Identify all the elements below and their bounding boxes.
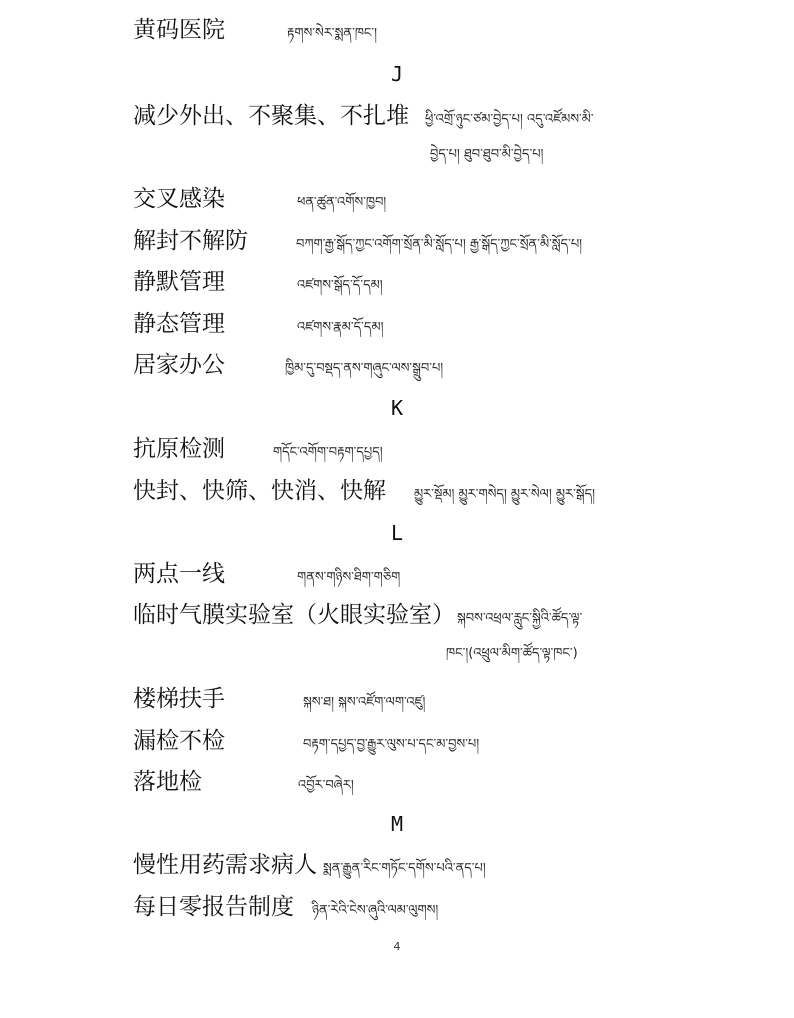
entry-chinese: 慢性用药需求病人 — [133, 852, 317, 878]
entry-tibetan: ཁྱིམ་དུ་བསྡད་ནས་གཞུང་ལས་སྒྲུབ་པ། — [285, 361, 444, 376]
entry-tibetan: ཉིན་རེའི་ངེས་ཞུའི་ལམ་ལུགས། — [312, 903, 439, 918]
entry-tibetan: འཛགས་རྣམ་དོ་དམ། — [297, 320, 384, 335]
entry-chinese: 两点一线 — [133, 561, 225, 587]
entry-chinese: 交叉感染 — [133, 186, 225, 212]
entry-tibetan: འབྱོར་བཞེར། — [298, 778, 354, 793]
entry-tibetan: སྨན་རྒྱུན་རིང་གཏོང་དགོས་པའི་ནད་པ། — [323, 861, 486, 876]
entry-antigen-test — [133, 435, 383, 463]
entry-chinese: 解封不解防 — [133, 228, 248, 254]
entry-tibetan-continuation: ཁང་།(འཕྲུལ་མིག་ཚོད་ལྟ་ཁང་) — [446, 646, 578, 661]
entry-chinese: 每日零报告制度 — [133, 894, 294, 920]
entry-tibetan: སྐབས་འཕྲལ་རླུང་སྐྱིའི་ཚོད་ལྟ་ — [457, 611, 583, 626]
entry-chinese: 漏检不检 — [133, 728, 225, 754]
section-letter-k: K — [390, 396, 404, 420]
entry-chronic-medication-patients — [133, 851, 486, 879]
entry-work-from-home — [133, 351, 443, 379]
section-letter-l: L — [390, 521, 404, 545]
entry-two-points-one-line — [133, 560, 400, 588]
entry-chinese: 减少外出、不聚集、不扎堆 — [133, 103, 409, 129]
entry-silent-management — [133, 268, 383, 296]
entry-reduce-outings — [133, 102, 594, 130]
section-letter-m: M — [390, 812, 404, 836]
entry-tibetan: བརྟག་དཔྱད་བྱ་རྒྱུར་ལུས་པ་དང་མ་བྱས་པ། — [303, 737, 480, 752]
entry-chinese: 快封、快筛、快消、快解 — [133, 478, 386, 504]
entry-tibetan: བཀག་རྒྱ་སྒོད་ཀྱང་འགོག་སྲོན་མི་སློད་པ། རྒྱ་སྒོད་ཀྱང་སྲོན་མི་སློད་པ། — [296, 237, 583, 252]
entry-yellow-code-hospital — [133, 16, 377, 44]
entry-daily-zero-report — [133, 893, 438, 921]
entry-tibetan: སྐས་ཐ། སྐས་འཛོག་ལག་འཛུ། — [303, 695, 426, 710]
entry-missed-testing — [133, 727, 479, 755]
entry-chinese: 楼梯扶手 — [133, 686, 225, 712]
entry-cross-infection — [133, 185, 386, 213]
entry-tibetan: འཛགས་སྒོད་དོ་དམ། — [297, 278, 383, 293]
page-number: 4 — [393, 940, 401, 953]
entry-static-management — [133, 310, 383, 338]
entry-tibetan: མྱུར་སྡོམ། མྱུར་གསེད། མྱུར་སེལ། མྱུར་སྒོད། — [414, 487, 595, 502]
entry-unseal-not-unprotect — [133, 227, 582, 255]
entry-chinese: 黄码医院 — [133, 17, 225, 43]
entry-quick-actions — [133, 477, 595, 505]
entry-tibetan: གདོང་འགོག་བརྟག་དཔྱད། — [273, 445, 383, 460]
entry-chinese: 临时气膜实验室（火眼实验室） — [133, 602, 455, 628]
entry-chinese: 居家办公 — [133, 352, 225, 378]
section-letter-j: J — [390, 62, 404, 86]
entry-tibetan: ཕྱི་འགྲོ་ཉུང་ཙམ་བྱེད་པ། འདུ་འཛོམས་མི་ — [425, 112, 594, 127]
entry-chinese: 抗原检测 — [133, 436, 225, 462]
entry-arrival-test — [133, 768, 354, 796]
entry-stair-handrail — [133, 685, 425, 713]
entry-chinese: 静态管理 — [133, 311, 225, 337]
entry-tibetan: གནས་གཉིས་ཐིག་གཅིག — [297, 570, 401, 585]
entry-tibetan: རྟགས་སེར་སྨན་ཁང་། — [287, 26, 378, 41]
entry-chinese: 落地检 — [133, 769, 202, 795]
entry-chinese: 静默管理 — [133, 269, 225, 295]
entry-tibetan: ཕན་ཚུན་འགོས་ཁྱབ། — [297, 195, 387, 210]
entry-temporary-lab — [133, 601, 582, 629]
entry-tibetan-continuation: བྱེད་པ། ཐུབ་ཐུབ་མི་བྱེད་པ། — [430, 147, 544, 162]
